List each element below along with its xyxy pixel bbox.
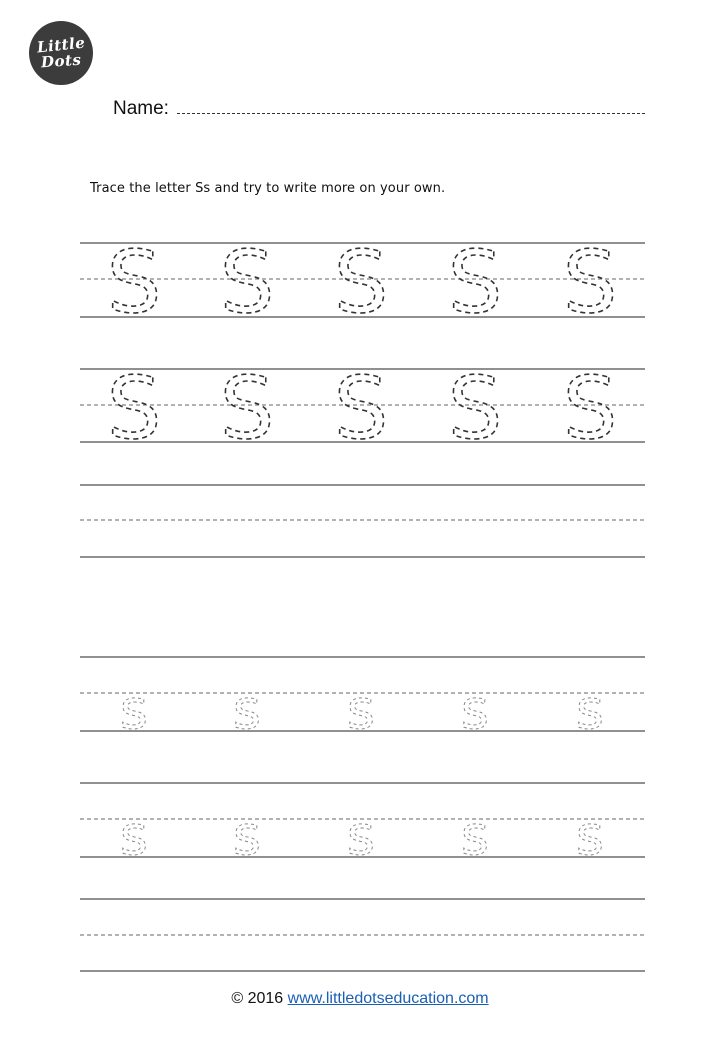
trace-letter-upper: S (447, 359, 503, 459)
instruction-text: Trace the letter Ss and try to write more on your own. (90, 181, 446, 196)
logo-text-line1: Little (35, 33, 86, 56)
trace-letter-lower: s (119, 678, 149, 741)
website-link[interactable]: www.littledotseducation.com (287, 990, 489, 1007)
trace-letter-upper: S (333, 233, 389, 333)
trace-letter-lower: s (232, 804, 262, 867)
trace-letter-lower: s (346, 678, 376, 741)
trace-letter-lower: s (575, 678, 605, 741)
trace-letter-upper: S (562, 359, 618, 459)
trace-letter-upper: S (333, 359, 389, 459)
trace-letter-upper: S (219, 233, 275, 333)
trace-letter-lower: s (119, 804, 149, 867)
trace-letter-upper: S (219, 359, 275, 459)
trace-letter-lower: s (575, 804, 605, 867)
footer (0, 990, 720, 1008)
trace-letter-upper: S (562, 233, 618, 333)
copyright-text: © 2016 (231, 990, 284, 1007)
name-label: Name: (113, 98, 169, 119)
logo-text-line2: Dots (40, 50, 82, 71)
trace-letter-lower: s (346, 804, 376, 867)
trace-letter-upper: S (106, 233, 162, 333)
trace-letter-upper: S (447, 233, 503, 333)
trace-letter-lower: s (460, 804, 490, 867)
trace-letter-lower: s (232, 678, 262, 741)
trace-letter-lower: s (460, 678, 490, 741)
trace-letter-upper: S (106, 359, 162, 459)
